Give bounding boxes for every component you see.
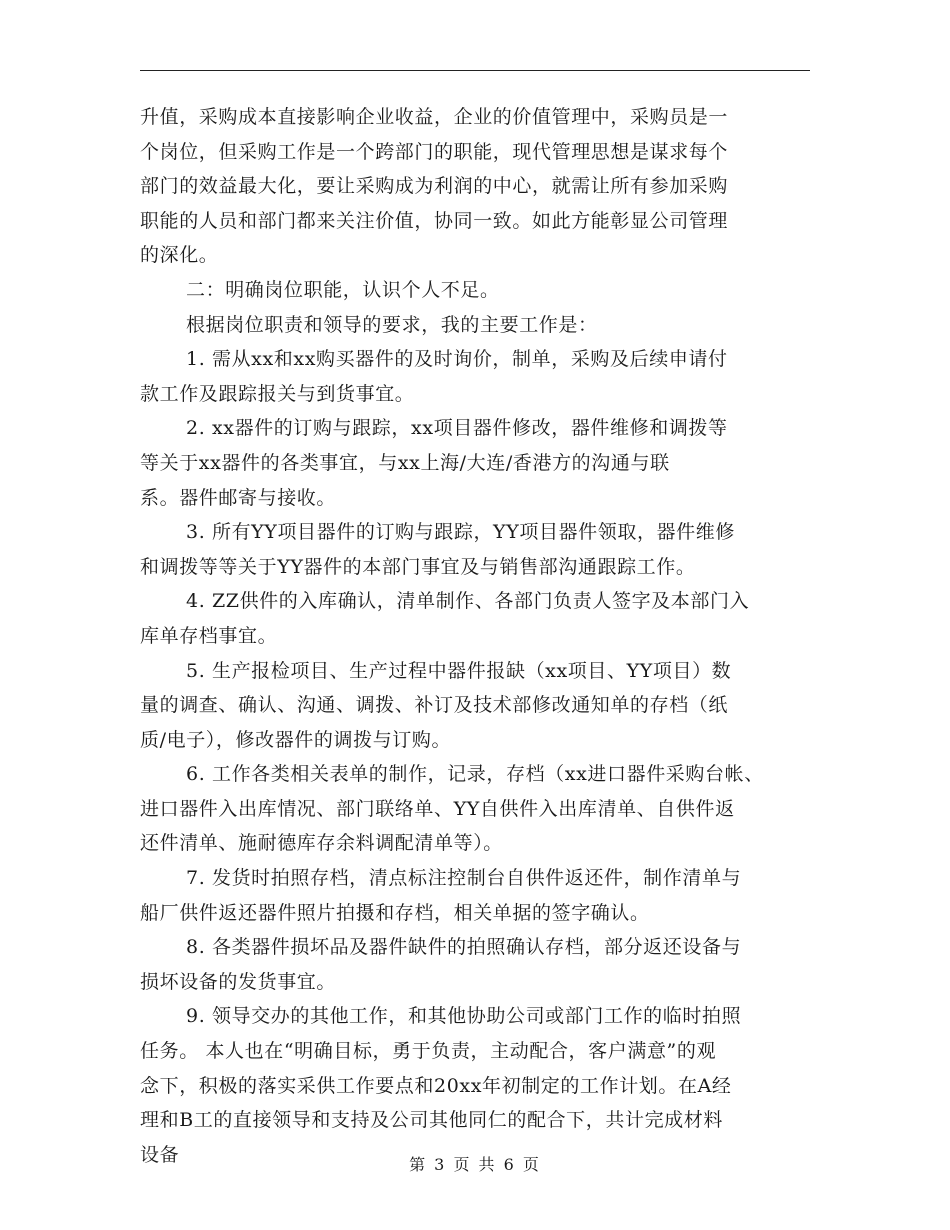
- text-line: 职能的人员和部门都来关注价值，协同一致。如此方能彰显公司管理: [140, 209, 729, 232]
- text-line: 升值，采购成本直接影响企业收益，企业的价值管理中，采购员是一: [140, 106, 729, 128]
- page-footer: 第 3 页 共 6 页: [409, 1155, 541, 1174]
- text-line: 二：明确岗位职能，认识个人不足。: [186, 278, 500, 301]
- text-line: 理和B工的直接领导和支持及公司其他同仁的配合下，共计完成材料: [140, 1109, 723, 1132]
- text-line: 款工作及跟踪报关与到货事宜。: [140, 382, 415, 405]
- text-line: 还件清单、施耐德库存余料调配清单等）。: [140, 832, 503, 855]
- text-line: 念下，积极的落实采供工作要点和20xx年初制定的工作计划。在A经: [140, 1074, 732, 1097]
- text-line: 和调拨等等关于YY器件的本部门事宜及与销售部沟通跟踪工作。: [140, 555, 696, 578]
- text-line: 设备: [140, 1143, 180, 1166]
- text-line: 库单存档事宜。: [140, 624, 278, 647]
- text-line: 7. 发货时拍照存档，清点标注控制台自供件返还件，制作清单与: [186, 867, 742, 890]
- text-line: 损坏设备的发货事宜。: [140, 970, 337, 993]
- text-line: 船厂供件返还器件照片拍摄和存档，相关单据的签字确认。: [140, 901, 650, 924]
- text-line: 3. 所有YY项目器件的订购与跟踪，YY项目器件领取，器件维修: [186, 521, 735, 544]
- text-line: 的深化。: [140, 244, 219, 267]
- text-line: 2. xx器件的订购与跟踪，xx项目器件修改，器件维修和调拨等: [186, 417, 728, 440]
- text-line: 部门的效益最大化，要让采购成为利润的中心，就需让所有参加采购: [140, 175, 729, 198]
- text-line: 任务。 本人也在“明确目标，勇于负责，主动配合，客户满意”的观: [140, 1040, 717, 1063]
- text-line: 6. 工作各类相关表单的制作，记录，存档（xx进口器件采购台帐、: [186, 763, 764, 786]
- text-line: 进口器件入出库情况、部门联络单、YY自供件入出库清单、自供件返: [140, 797, 735, 820]
- text-line: 5. 生产报检项目、生产过程中器件报缺（xx项目、YY项目）数: [186, 659, 732, 682]
- header-rule: [140, 70, 810, 71]
- text-line: 根据岗位职责和领导的要求，我的主要工作是：: [186, 313, 598, 336]
- document-body: [140, 100, 820, 1172]
- text-line: 等关于xx器件的各类事宜，与xx上海/大连/香港方的沟通与联: [140, 451, 670, 474]
- text-line: 质/电子），修改器件的调拨与订购。: [140, 728, 452, 751]
- text-line: 量的调查、确认、沟通、调拨、补订及技术部修改通知单的存档（纸: [140, 694, 729, 717]
- text-line: 1. 需从xx和xx购买器件的及时询价，制单，采购及后续申请付: [186, 348, 728, 371]
- text-line: 8. 各类器件损坏品及器件缺件的拍照确认存档，部分返还设备与: [186, 936, 742, 959]
- text-line: 系。器件邮寄与接收。: [140, 486, 337, 509]
- text-line: 9. 领导交办的其他工作，和其他协助公司或部门工作的临时拍照: [186, 1005, 742, 1028]
- text-line: 个岗位，但采购工作是一个跨部门的职能，现代管理思想是谋求每个: [140, 140, 729, 163]
- text-line: 4. ZZ供件的入库确认，清单制作、各部门负责人签字及本部门入: [186, 590, 750, 613]
